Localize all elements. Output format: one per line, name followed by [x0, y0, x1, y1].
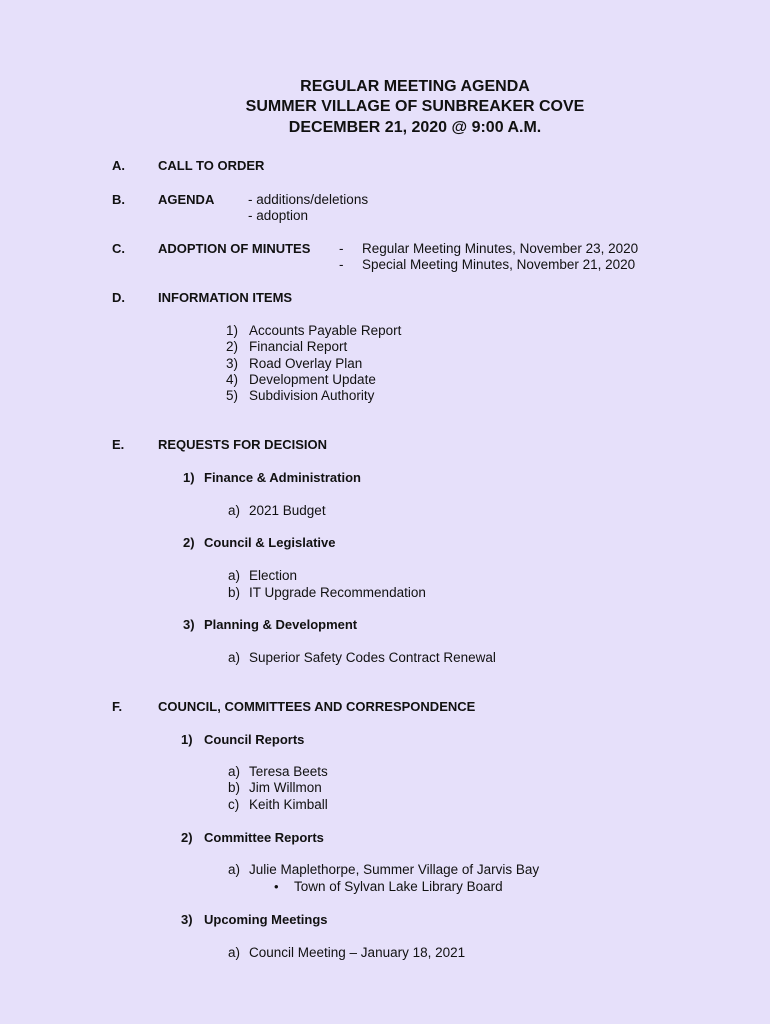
decision-item-num: a)	[228, 650, 241, 665]
bullet-icon: •	[274, 879, 279, 894]
info-item: Accounts Payable Report	[249, 323, 402, 338]
section-b-title: AGENDA	[158, 192, 215, 207]
decision-item: 2021 Budget	[249, 503, 326, 518]
subsection-num: 3)	[183, 617, 195, 632]
subsection-num: 2)	[183, 535, 195, 550]
section-d-title: INFORMATION ITEMS	[158, 290, 293, 305]
report-item-num: a)	[228, 862, 241, 877]
section-e-title: REQUESTS FOR DECISION	[158, 437, 328, 452]
subsection-title: Finance & Administration	[204, 470, 361, 485]
section-f-letter: F.	[112, 699, 123, 714]
section-f-title: COUNCIL, COMMITTEES AND CORRESPONDENCE	[158, 699, 476, 714]
section-c-title: ADOPTION OF MINUTES	[158, 241, 311, 256]
subsection-title: Committee Reports	[204, 830, 324, 845]
report-item: Jim Willmon	[249, 780, 322, 795]
report-item: Teresa Beets	[249, 764, 328, 779]
subsection-num: 2)	[181, 830, 193, 845]
subsection-num: 1)	[181, 732, 193, 747]
info-item-num: 4)	[226, 372, 239, 387]
subsection-title: Council Reports	[204, 732, 305, 747]
subsection-title: Planning & Development	[204, 617, 358, 632]
info-item: Development Update	[249, 372, 376, 387]
section-a-letter: A.	[112, 158, 125, 173]
decision-item-num: b)	[228, 585, 241, 600]
report-item: Keith Kimball	[249, 797, 328, 812]
decision-item-num: a)	[228, 503, 241, 518]
agenda-item: - additions/deletions	[248, 192, 369, 207]
minutes-dash: -	[339, 241, 344, 256]
report-item-num: c)	[228, 797, 240, 812]
meeting-date: DECEMBER 21, 2020 @ 9:00 A.M.	[288, 119, 542, 136]
report-item-num: a)	[228, 764, 241, 779]
agenda-item: - adoption	[248, 208, 309, 223]
subsection-title: Council & Legislative	[204, 535, 336, 550]
section-e-letter: E.	[112, 437, 125, 452]
subsection-title: Upcoming Meetings	[204, 912, 328, 927]
minutes-dash: -	[339, 257, 344, 272]
section-a-title: CALL TO ORDER	[158, 158, 265, 173]
info-item-num: 3)	[226, 356, 239, 371]
agenda-title: REGULAR MEETING AGENDA	[300, 78, 530, 95]
info-item-num: 2)	[226, 339, 239, 354]
section-b-letter: B.	[112, 192, 125, 207]
meeting-item: Council Meeting – January 18, 2021	[249, 945, 466, 960]
report-item: Julie Maplethorpe, Summer Village of Jarvis Bay	[249, 862, 540, 877]
info-item-num: 1)	[226, 323, 239, 338]
decision-item: Election	[249, 568, 298, 583]
minutes-item: Regular Meeting Minutes, November 23, 2020	[362, 241, 639, 256]
decision-item: Superior Safety Codes Contract Renewal	[249, 650, 496, 665]
info-item-num: 5)	[226, 388, 239, 403]
info-item: Financial Report	[249, 339, 348, 354]
report-item-num: b)	[228, 780, 241, 795]
info-item: Road Overlay Plan	[249, 356, 363, 371]
section-c-letter: C.	[112, 241, 125, 256]
meeting-item-num: a)	[228, 945, 241, 960]
decision-item-num: a)	[228, 568, 241, 583]
subsection-num: 1)	[183, 470, 195, 485]
minutes-item: Special Meeting Minutes, November 21, 2020	[362, 257, 636, 272]
village-name: SUMMER VILLAGE OF SUNBREAKER COVE	[245, 98, 585, 115]
info-item: Subdivision Authority	[249, 388, 375, 403]
decision-item: IT Upgrade Recommendation	[249, 585, 426, 600]
section-d-letter: D.	[112, 290, 125, 305]
committee-bullet-item: Town of Sylvan Lake Library Board	[294, 879, 503, 894]
subsection-num: 3)	[181, 912, 193, 927]
